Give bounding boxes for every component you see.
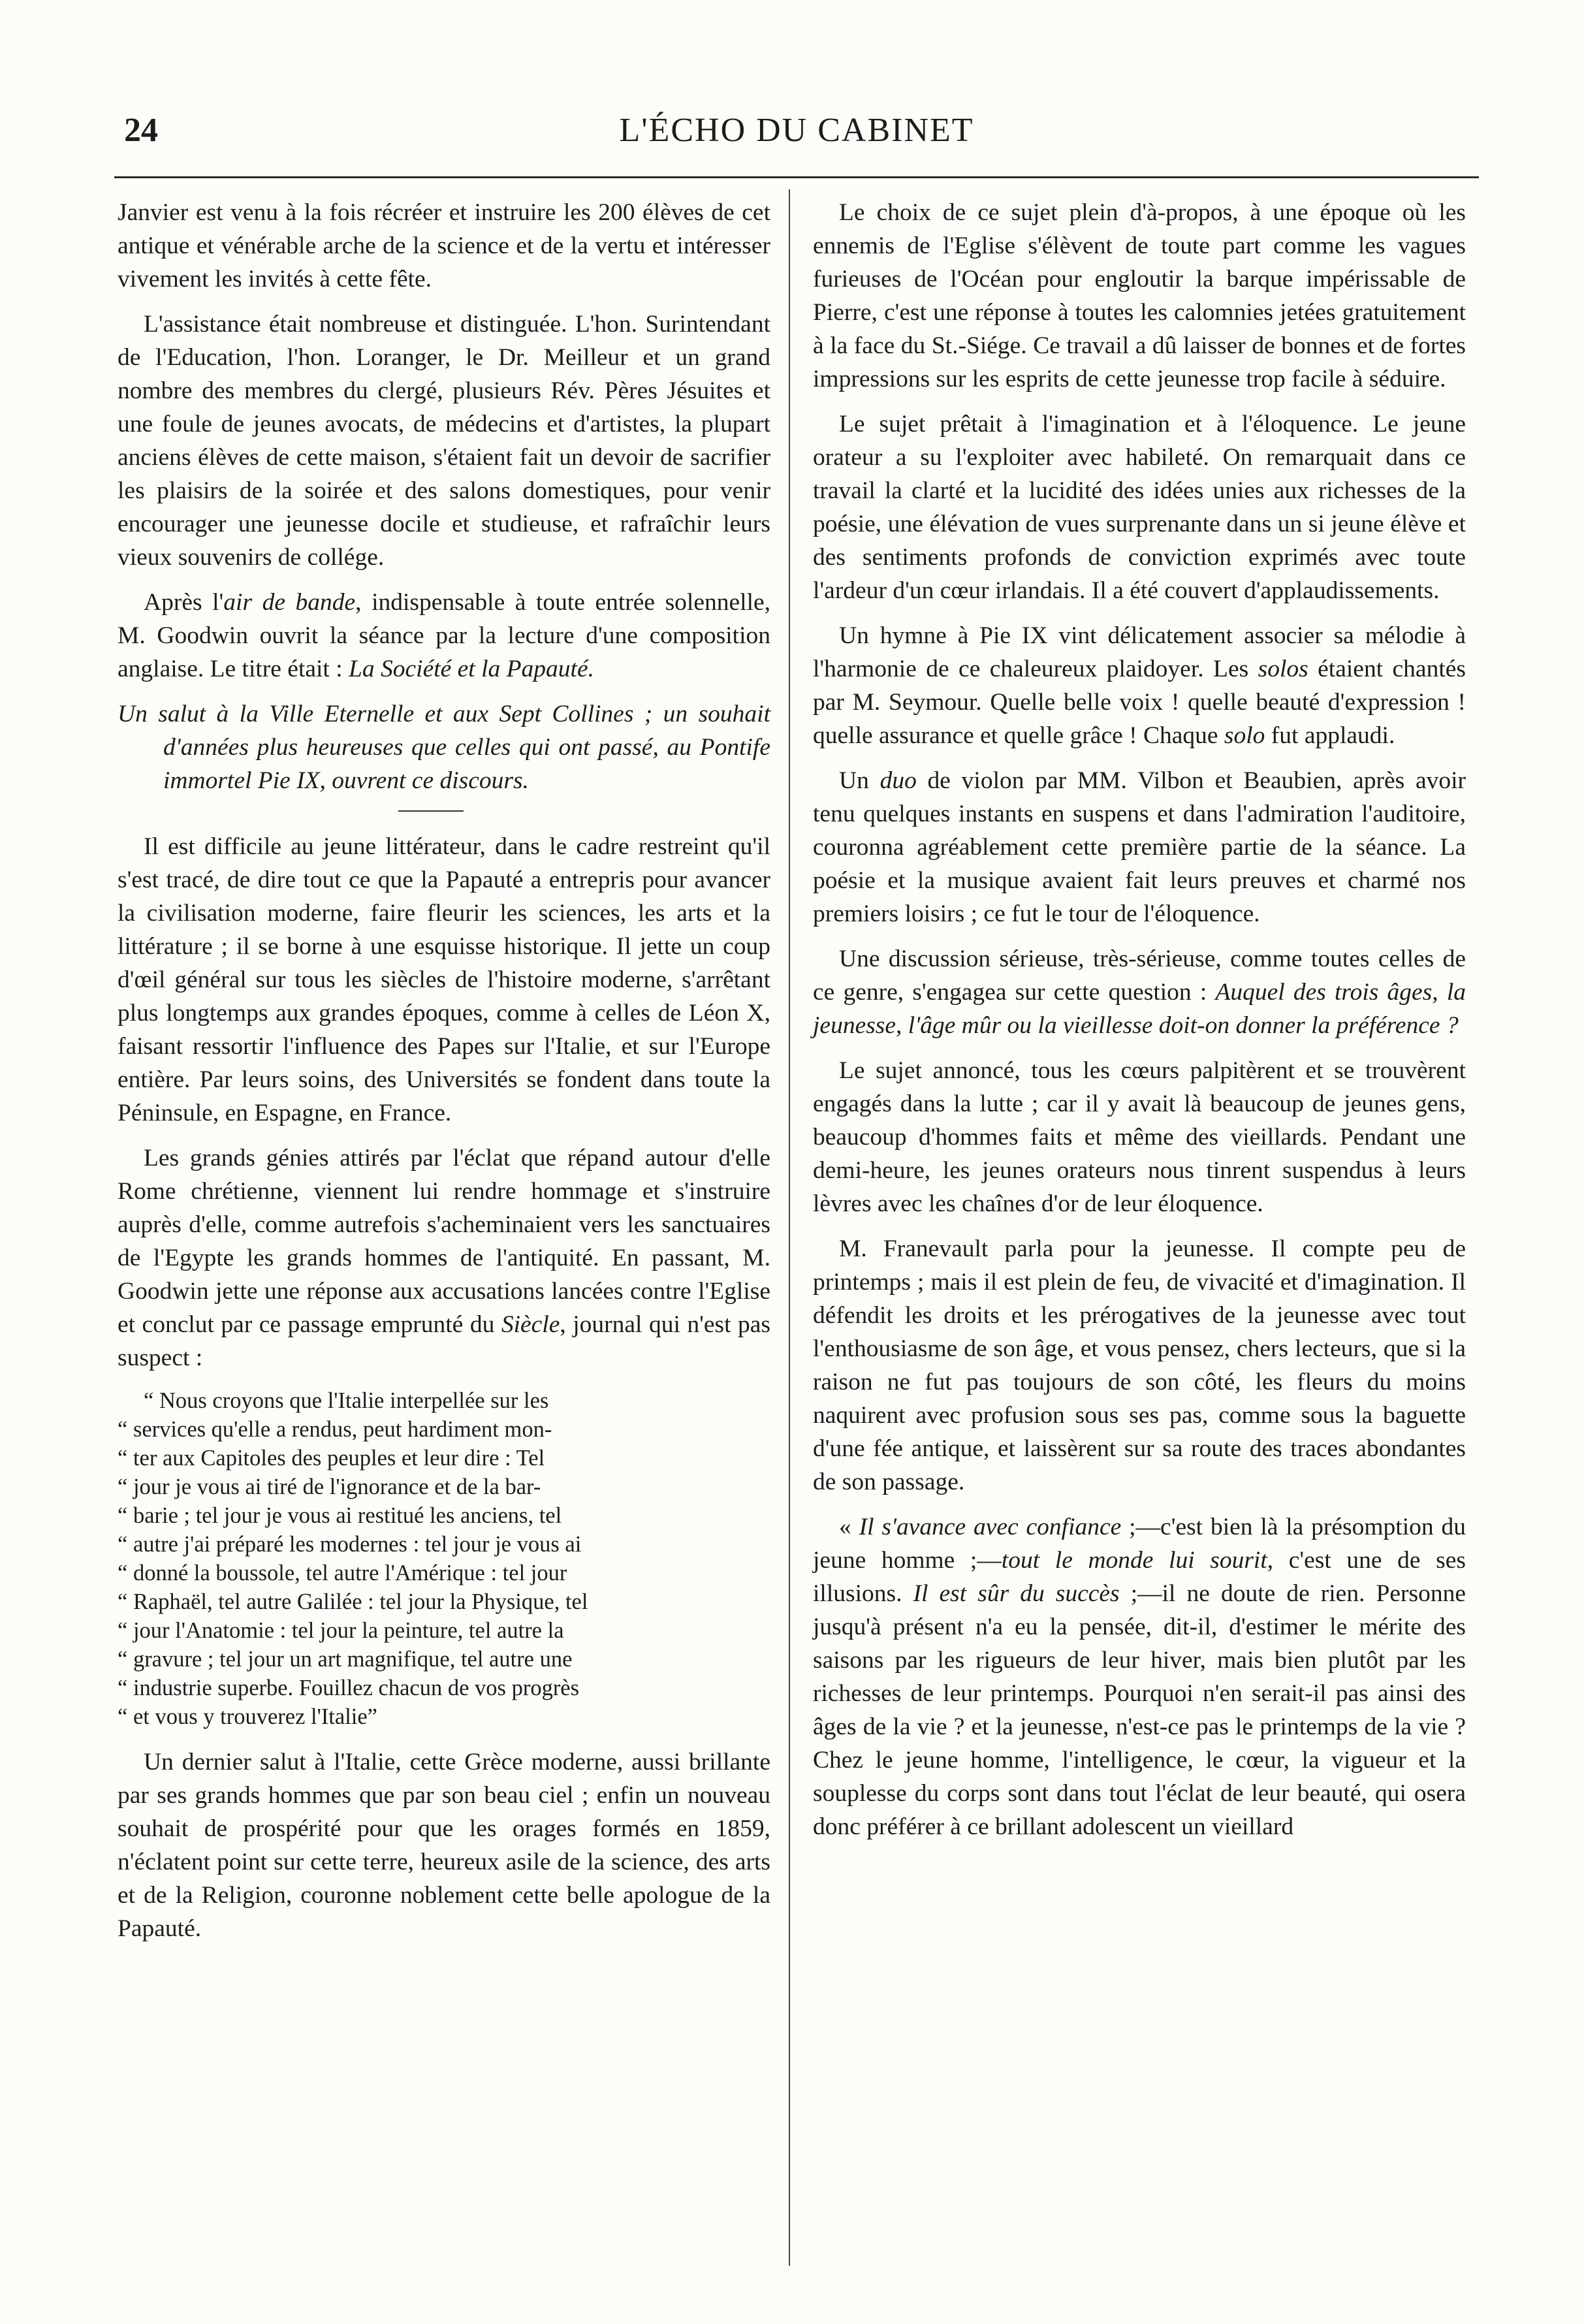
column-divider [789,189,790,2266]
paragraph: Le sujet annoncé, tous les cœurs palpitèrent et se trouvèrent engagés dans la lutte ; car il y avait là beaucoup de jeunes gens, beaucoup d'hommes faits et même des vieillards. Pendant une demi-heure, les jeunes orateurs nous tinrent suspendus à leurs lèvres avec les chaînes d'or de leur éloquence. [813,1057,1466,1217]
block-quote [118,1386,770,1731]
quote-line: “ industrie superbe. Fouillez chacun de vos progrès [118,1676,580,1700]
paragraph: M. Franevault parla pour la jeunesse. Il compte peu de printemps ; mais il est plein de feu, de vivacité et d'imagination. Il défendit les droits et les prérogatives de la jeunesse avec tout l'enthousiasme de son âge, et vous pensez, chers lecteurs, que si la raison ne fut pas toujours de son côté, les fleurs du moins naquirent avec profusion sous ses pas, comme sous la baguette d'une fée antique, et laissèrent sur sa route des traces abondantes de son passage. [813,1235,1466,1495]
paragraph: Janvier est venu à la fois récréer et instruire les 200 élèves de cet antique et vénérable arche de la science et de la vertu et intéresser vivement les invités à cette fête. [118,199,770,293]
quote-line: “ autre j'ai préparé les modernes : tel jour je vous ai [118,1532,582,1557]
quote-line: “ et vous y trouverez l'Italie” [118,1704,377,1729]
journal-title: L'ÉCHO DU CABINET [619,112,974,149]
paragraph: Un dernier salut à l'Italie, cette Grèce moderne, aussi brillante par ses grands hommes que par son beau ciel ; enfin un nouveau souhait de prospérité pour que les orages formés en 1859, n'éclatent point sur cette terre, heureux asile de la science, des arts et de la Religion, couronne noblement cette belle apologue de la Papauté. [118,1749,770,1942]
paragraph: Il est difficile au jeune littérateur, dans le cadre restreint qu'il s'est tracé, de dire tout ce que la Papauté a entrepris pour avancer la civilisation moderne, faire fleurir les sciences, les arts et la littérature ; il se borne à une esquisse historique. Il jette un coup d'œil général sur tous les siècles de l'histoire moderne, s'arrêtant plus longtemps aux grandes époques, comme à celles de Léon X, faisant ressortir l'influence des Papes sur l'Italie, et sur l'Europe entière. Par leurs soins, des Universités se fondent dans toute la Péninsule, en Espagne, en France. [118,833,770,1126]
quote-line: “ ter aux Capitoles des peuples et leur dire : Tel [118,1446,545,1471]
paragraph: Les grands génies attirés par l'éclat que répand autour d'elle Rome chrétienne, viennent lui rendre hommage et s'instruire auprès d'elle, comme autrefois s'acheminaient vers les sanctuaires de l'Egypte les grands hommes de l'antiquité. En passant, M. Goodwin jette une réponse aux accusations lancées contre l'Eglise et conclut par ce passage emprunté du Siècle, journal qui n'est pas suspect : [118,1145,771,1371]
paragraph: Le sujet prêtait à l'imagination et à l'éloquence. Le jeune orateur a su l'exploiter avec habileté. On remarquait dans ce travail la clarté et la lucidité des idées unies aux richesses de la poésie, une élévation de vues surprenante dans un si jeune élève et des sentiments profonds de conviction exprimés avec toute l'ardeur d'un cœur irlandais. Il a été couvert d'applaudissements. [813,411,1466,604]
paragraph: Un hymne à Pie IX vint délicatement associer sa mélodie à l'harmonie de ce chaleureux plaidoyer. Les solos étaient chantés par M. Seymour. Quelle belle voix ! quelle beauté d'expression ! quelle assurance et quelle grâce ! Chaque solo fut applaudi. [813,622,1466,749]
epigraph: Un salut à la Ville Eternelle et aux Sept Collines ; un souhait d'années plus heureuses que celles qui ont passé, au Pontife immortel Pie IX, ouvrent ce discours. [118,701,770,794]
quote-line: “ Nous croyons que l'Italie interpellée sur les [144,1388,549,1413]
quote-line: “ jour je vous ai tiré de l'ignorance et de la bar- [118,1474,541,1499]
page-number: 24 [124,112,158,149]
header-rule [114,176,1479,178]
paragraph: Le choix de ce sujet plein d'à-propos, à une époque où les ennemis de l'Eglise s'élèvent de toute part comme les vagues furieuses de l'Océan pour engloutir la barque impérissable de Pierre, c'est une réponse à toutes les calomnies jetées gratuitement à la face du St.-Siége. Ce travail a dû laisser de bonnes et de fortes impressions sur les esprits de cette jeunesse trop facile à séduire. [813,199,1466,392]
page-header [91,104,1502,163]
paragraph: Une discussion sérieuse, très-sérieuse, comme toutes celles de ce genre, s'engagea sur cette question : Auquel des trois âges, la jeunesse, l'âge mûr ou la vieillesse doit-on donner la préférence ? [813,946,1466,1039]
quote-line: “ Raphaël, tel autre Galilée : tel jour la Physique, tel [118,1589,588,1614]
left-column [118,196,770,1957]
quote-line: “ jour l'Anatomie : tel jour la peinture, tel autre la [118,1618,564,1643]
quote-line: “ barie ; tel jour je vous ai restitué les anciens, tel [118,1503,562,1528]
section-separator [398,810,464,812]
paragraph: Après l'air de bande, indispensable à toute entrée solennelle, M. Goodwin ouvrit la séance par la lecture d'une composition anglaise. Le titre était : La Société et la Papauté. [118,589,771,682]
paragraph: « Il s'avance avec confiance ;—c'est bien là la présomption du jeune homme ;—tout le monde lui sourit, c'est une de ses illusions. Il est sûr du succès ;—il ne doute de rien. Personne jusqu'à présent n'a eu la pensée, dit-il, d'estimer le mérite des saisons par les rigueurs de leur hiver, mais bien plutôt par les richesses de leur printemps. Pourquoi n'en serait-il pas ainsi des âges de la vie ? et la jeunesse, n'est-ce pas le printemps de la vie ? Chez le jeune homme, l'intelligence, le cœur, la vigueur et la souplesse du corps sont dans tout l'éclat de leur beauté, qui osera donc préférer à ce brillant adolescent un vieillard [813,1514,1466,1840]
quote-line: “ services qu'elle a rendus, peut hardiment mon- [118,1417,552,1442]
quote-line: “ gravure ; tel jour un art magnifique, tel autre une [118,1647,573,1672]
paragraph: Un duo de violon par MM. Vilbon et Beaubien, après avoir tenu quelques instants en suspens et dans l'admiration l'auditoire, couronna agréablement cette première partie de la séance. La poésie et la musique avaient fait leurs preuves et charmé nos premiers loisirs ; ce fut le tour de l'éloquence. [813,767,1466,927]
paragraph: L'assistance était nombreuse et distinguée. L'hon. Surintendant de l'Education, l'hon. Loranger, le Dr. Meilleur et un grand nombre des membres du clergé, plusieurs Rév. Pères Jésuites et une foule de jeunes avocats, de médecins et d'artistes, la plupart anciens élèves de cette maison, s'étaient fait un devoir de sacrifier les plaisirs de la soirée et des salons domestiques, pour venir encourager une jeunesse docile et studieuse, et rafraîchir leurs vieux souvenirs de collége. [118,311,770,571]
quote-line: “ donné la boussole, tel autre l'Amérique : tel jour [118,1561,567,1585]
right-column [813,196,1466,1855]
